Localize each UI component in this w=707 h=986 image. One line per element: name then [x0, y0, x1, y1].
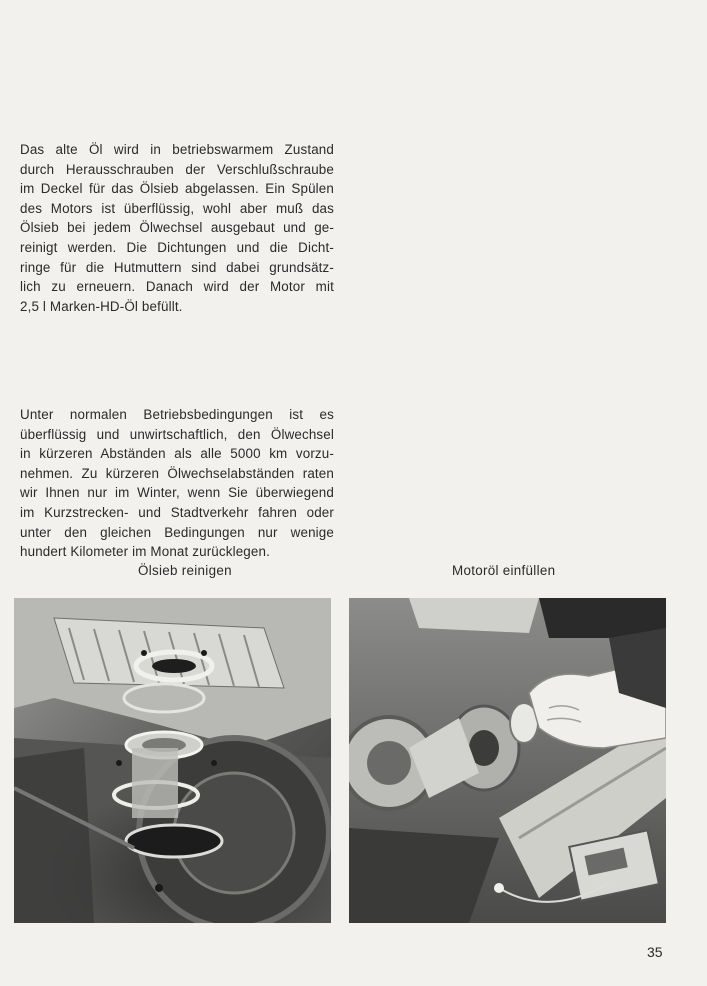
text-line: im Deckel für das Ölsieb abgelassen. Ein Spülen: [20, 181, 334, 197]
figure-caption-oil-strainer: Ölsieb reinigen: [138, 563, 232, 578]
text-line: unter den gleichen Bedingungen nur wenige: [20, 524, 334, 540]
text-line: nehmen. Zu kürzeren Ölwechselabständen raten: [20, 465, 334, 481]
photo-oil-strainer-drawing: [14, 598, 331, 923]
text-line: in kürzeren Abständen als alle 5000 km vorzu-: [20, 446, 334, 462]
text-line: im Kurzstrecken- und Stadtverkehr fahren oder: [20, 504, 334, 520]
page-number: 35: [647, 944, 663, 960]
photo-fill-engine-oil: [349, 598, 666, 923]
text-line: hundert Kilometer im Monat zurücklegen.: [20, 544, 270, 560]
photo-fill-engine-oil-drawing: [349, 598, 666, 923]
text-line: Das alte Öl wird in betriebswarmem Zustand: [20, 142, 334, 157]
paragraph-oil-change-interval: [20, 405, 334, 562]
text-line: des Motors ist überflüssig, wohl aber muß das: [20, 200, 334, 216]
text-line: durch Herausschrauben der Verschlußschraube: [20, 161, 334, 177]
text-line: überflüssig und unwirtschaftlich, den Ölwechsel: [20, 426, 334, 442]
text-line: 2,5 l Marken-HD-Öl befüllt.: [20, 298, 183, 314]
figure-caption-fill-oil: Motoröl einfüllen: [452, 563, 556, 578]
photo-oil-strainer: [14, 598, 331, 923]
text-line: Unter normalen Betriebsbedingungen ist es: [20, 407, 334, 422]
text-line: lich zu erneuern. Danach wird der Motor mit: [20, 279, 334, 295]
text-line: reinigt werden. Die Dichtungen und die Dicht-: [20, 239, 334, 255]
paragraph-oil-change-procedure: [20, 140, 334, 316]
text-line: wir Ihnen nur im Winter, wenn Sie überwiegend: [20, 485, 334, 501]
text-line: Ölsieb bei jedem Ölwechsel ausgebaut und ge-: [20, 220, 334, 236]
text-line: ringe für die Hutmuttern sind dabei grundsätz-: [20, 259, 334, 275]
